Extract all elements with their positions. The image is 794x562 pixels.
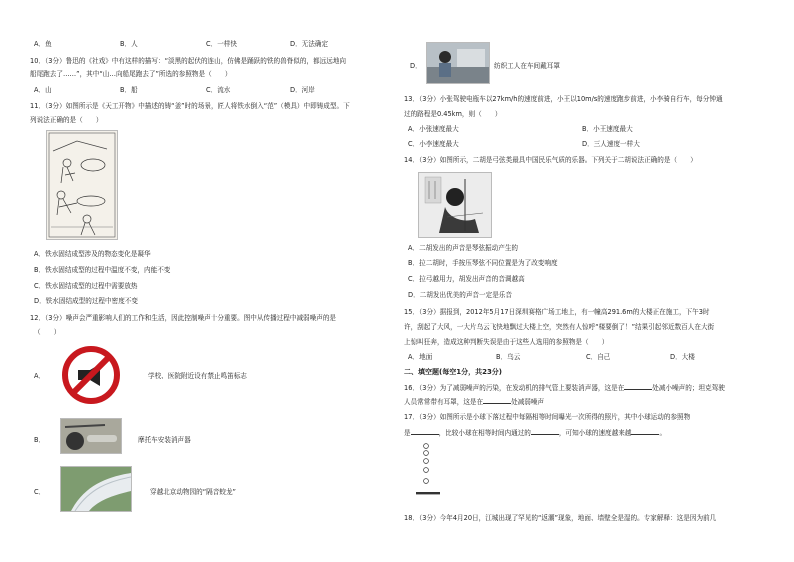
q12-stem-1: 12．（3分）噪声会严重影响人们的工作和生活，因此控制噪声十分重要。图中从传播过程中减弱噪声的是 [30,314,337,322]
option-d[interactable]: D．大楼 [670,353,695,361]
q12-option-b-letter[interactable]: B． [34,436,46,444]
no-honking-sign-image [60,344,122,406]
q12-option-c-letter[interactable]: C． [34,488,46,496]
sound-barrier-tunnel-image [60,466,132,512]
q16-line-1 [404,383,725,393]
q18-stem-1: 18．（3分）今年4月20日，江城出现了罕见的“返潮”现象，地面、墙壁全是湿的。专家解释：这是因为前几 [404,514,717,522]
q14-stem: 14．（3分）如图所示，二胡是弓弦类最具中国民乐气质的乐器。下列关于二胡说法正确的是（ ） [404,156,697,164]
section-fill-in-heading: 二、填空题(每空1分，共23分) [404,368,503,376]
q10-stem-2: 船尾跑去了……”，其中“山…向船尾跑去了”所选的参照物是（ ） [30,70,232,78]
q15-stem-2: 许，刮起了大风，一大片乌云飞快地飘过大楼上空，突然有人惊呼“楼要倒了！”结果引起邻近数百人在大街 [404,323,715,331]
q17-stem-1: 17．（3分）如图所示是小球下落过程中每隔相等时间曝光一次所得的照片，其中小球运动的参照物 [404,413,691,421]
q13-option-c[interactable]: C．小李速度最大 [408,140,459,148]
q12-option-c-text: 穿越北京动物园的“隔音蛟龙” [150,488,236,496]
option-a[interactable]: A．山 [34,86,52,94]
q17-text-a: 是 [404,429,411,437]
q11-stem-2: 列说法正确的是（ ） [30,116,103,124]
right-column [404,0,774,562]
q17-line-2 [404,428,666,438]
option-a[interactable]: A．地面 [408,353,433,361]
option-a[interactable]: A．鱼 [34,40,52,48]
q16-line-2 [404,397,544,407]
q13-option-b[interactable]: B．小王速度最大 [582,125,633,133]
option-d[interactable]: D．无法确定 [290,40,329,48]
q15-stem-3: 上惊叫狂奔，造成这种判断失误是由于这些人选用的参照物是（ ） [404,338,609,346]
q9-options [34,40,374,50]
q13-option-a[interactable]: A．小张速度最大 [408,125,459,133]
q11-option-c[interactable]: C．铁水固结成型的过程中需要放热 [34,282,138,290]
motorcycle-muffler-image [60,418,122,454]
option-d[interactable]: D．河岸 [290,86,315,94]
q14-option-a[interactable]: A．二胡发出的声音是琴弦振动产生的 [408,244,519,252]
q12-option-d-text: 纺织工人在车间戴耳罩 [494,62,560,70]
q17-blank-2[interactable] [531,428,559,435]
q16-blank-2[interactable] [483,397,511,404]
q16-text-a: 16．（3分）为了减弱噪声的污染，在发动机的排气管上要装消声器，这是在 [404,384,625,392]
q17-text-d: 。 [659,429,667,437]
q12-option-d-letter[interactable]: D． [410,62,422,70]
option-c[interactable]: C．流水 [206,86,231,94]
erhu-player-image [418,172,492,238]
q11-option-a[interactable]: A．铁水固结成型涉及的物态变化是凝华 [34,250,151,258]
q17-blank-1[interactable] [411,428,439,435]
q11-option-d[interactable]: D．铁水固结成型的过程中密度不变 [34,297,138,305]
q17-text-c: ，可知小球的速度越来越 [558,429,632,437]
q10-options [34,86,374,96]
q13-stem-2: 过的路程是0.45km，则（ ） [404,110,502,118]
q16-blank-1[interactable] [624,383,652,390]
q12-option-b-text: 摩托车安装消声器 [138,436,191,444]
q16-text-b: 处减小噪声的；坦克驾驶 [652,384,725,392]
q14-option-c[interactable]: C．拉弓越用力，胡发出声音的音调越高 [408,275,525,283]
q16-text-d: 处减弱噪声 [511,398,545,406]
q14-option-d[interactable]: D．二胡发出优美的声音一定是乐音 [408,291,512,299]
q12-option-a-text: 学校、医院附近设有禁止鸣笛标志 [148,372,247,380]
q17-blank-3[interactable] [631,428,659,435]
q17-text-b: ，比较小球在相等时间内通过的 [438,429,531,437]
q12-stem-2: （ ） [34,328,61,336]
q13-option-d[interactable]: D．三人速度一样大 [582,140,640,148]
falling-ball-strobe-image [414,442,444,498]
q11-option-b[interactable]: B．铁水固结成型的过程中温度不变，内能不变 [34,266,171,274]
q15-options [408,353,748,363]
option-b[interactable]: B．人 [120,40,138,48]
q14-option-b[interactable]: B．拉二胡时，手按压琴弦不同位置是为了改变响度 [408,259,558,267]
option-b[interactable]: B．乌云 [496,353,521,361]
option-c[interactable]: C．自己 [586,353,611,361]
q10-stem-1: 10．（3分）鲁迅的《社戏》中有这样的描写：“淡黑的起伏的连山，仿佛是踊跃的铁的兽脊似的，都远远地向 [30,57,347,65]
q16-text-c: 人员常常带有耳罩，这是在 [404,398,484,406]
q12-option-a-letter[interactable]: A． [34,372,46,380]
option-c[interactable]: C．一样快 [206,40,237,48]
q13-stem-1: 13．（3分）小张驾驶电瓶车以27km/h的速度前进，小王以10m/s的速度跑步前进，小李骑自行车，每分钟通 [404,95,723,103]
left-column [30,0,400,562]
casting-illustration-image [46,130,118,240]
q11-stem-1: 11．（3分）如图所示是《天工开物》中描述的铸“釜”时的场景，匠人将铁水倒入“范”（模具）中即铸成型。下 [30,102,350,110]
option-b[interactable]: B．船 [120,86,138,94]
q15-stem-1: 15．（3分）据报到，2012年5月17日深圳赛格广场工地上，有一幢高291.6m的大楼正在施工，下午3时 [404,308,710,316]
textile-worker-earmuffs-image [426,42,490,84]
